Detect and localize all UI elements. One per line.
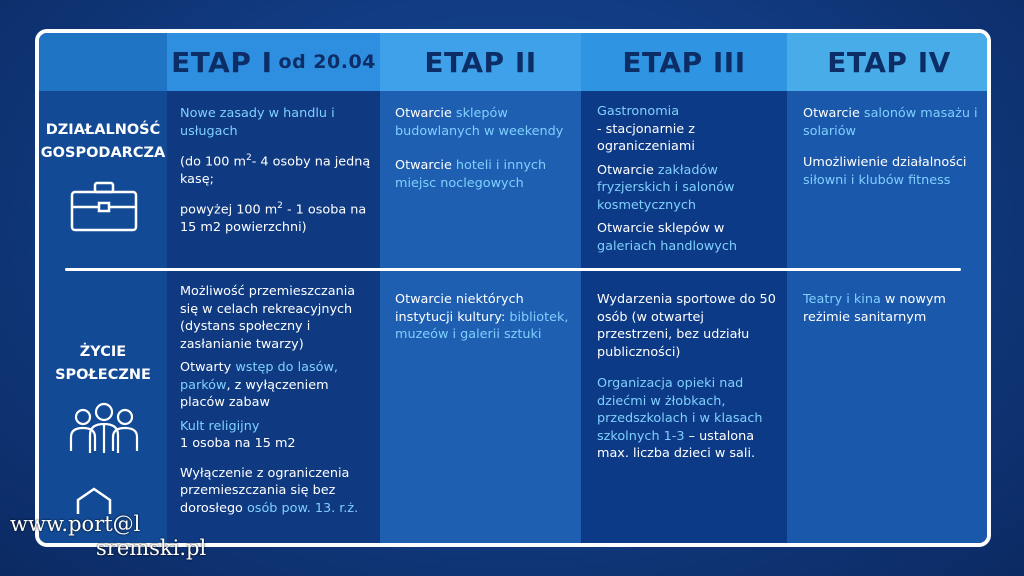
- text: Wydarzenia sportowe do 50 osób (w otwartej przestrzeni, bez udziału publiczności): [597, 292, 776, 360]
- etap-2-title: ETAP II: [424, 45, 537, 79]
- etap-3-title: ETAP III: [622, 45, 746, 79]
- text: Wyłączenie z ograniczenia przemieszczania się bez dorosłego: [180, 465, 350, 516]
- text: siłowni i klubów fitness: [803, 172, 951, 188]
- text: Umożliwienie działalności: [803, 155, 967, 170]
- etap-1-date: od 20.04: [278, 51, 376, 73]
- text: Otwarty: [180, 360, 236, 375]
- text: Organizacja opieki nad dziećmi w żłobkach, przedszkolach i w klasach szkolnych 1-3: [597, 376, 763, 444]
- text: hoteli i innych miejsc noclegowych: [395, 158, 547, 191]
- row-label-social: [39, 341, 167, 387]
- people-group-icon: [65, 401, 143, 455]
- row-divider: [65, 268, 961, 271]
- header-etap-1: [167, 33, 380, 91]
- cell-social-etap-1: [180, 283, 375, 527]
- cell-business-etap-2: [395, 105, 570, 202]
- text: (do 100 m: [180, 154, 246, 170]
- superscript: 2: [245, 153, 252, 163]
- text: powyżej 100 m: [180, 202, 278, 218]
- text: Możliwość przemieszczania się w celach rekreacyjnych (dystans społeczny i zasłanianie twarzy): [180, 284, 356, 352]
- text: osób pow. 13. r.ż.: [246, 500, 359, 516]
- text: 1 osoba na 15 m2: [180, 436, 296, 451]
- text: Otwarcie: [597, 162, 658, 178]
- text: galeriach handlowych: [597, 238, 738, 254]
- briefcase-icon: [69, 181, 139, 233]
- header-etap-4: [787, 33, 991, 91]
- text: Otwarcie: [395, 158, 456, 173]
- cell-social-etap-3: [597, 291, 779, 473]
- cell-social-etap-4: [803, 291, 983, 336]
- cell-business-etap-3: [597, 103, 779, 265]
- header-etap-3: [581, 33, 787, 91]
- row-label-social-line2: SPOŁECZNE: [55, 367, 151, 383]
- watermark-line2: sremski.pl: [96, 536, 207, 560]
- text: Gastronomia: [597, 104, 680, 119]
- watermark-line1: www.port@l: [10, 512, 141, 536]
- row-label-social-line1: ŻYCIE: [79, 344, 127, 360]
- etap-1-title: ETAP I: [171, 45, 273, 79]
- cell-business-etap-1: [180, 105, 375, 247]
- header-etap-2: [380, 33, 581, 91]
- row-label-business: [39, 119, 167, 165]
- superscript: 2: [277, 201, 283, 212]
- text: Teatry i kina: [803, 292, 881, 307]
- text: - 1 osoba na 15 m2 powierzchni): [180, 202, 367, 236]
- stages-table: [35, 29, 991, 547]
- text: Otwarcie: [395, 106, 456, 121]
- text: – ustalona max. liczba dzieci w sali.: [597, 428, 756, 461]
- text: salonów masażu i solariów: [803, 106, 978, 139]
- text: Otwarcie: [803, 106, 864, 121]
- text: Otwarcie sklepów w: [597, 221, 725, 236]
- text: sklepów budowlanych w weekendy: [395, 106, 564, 139]
- text: wstęp do lasów, parków: [180, 360, 338, 393]
- label-column: [39, 33, 167, 543]
- text: bibliotek, muzeów i galerii sztuki: [395, 309, 569, 342]
- row-label-business-line2: GOSPODARCZA: [40, 145, 166, 161]
- cell-social-etap-2: [395, 291, 570, 354]
- text: - 4 osoby na jedną kasę;: [180, 154, 371, 187]
- text: , z wyłączeniem placów zabaw: [180, 377, 329, 410]
- text: Nowe zasady w handlu i usługach: [180, 106, 335, 139]
- text: Otwarcie niektórych instytucji kultury:: [395, 292, 524, 325]
- header-empty-cell: [39, 33, 167, 91]
- text: w nowym reżimie sanitarnym: [803, 292, 946, 325]
- row-label-business-line1: DZIAŁALNOŚĆ: [45, 122, 161, 138]
- text: - stacjonarnie z ograniczeniami: [597, 121, 695, 154]
- etap-4-title: ETAP IV: [827, 45, 951, 79]
- text: zakładów fryzjerskich i salonów kosmetycznych: [597, 162, 735, 213]
- text: Kult religijny: [180, 418, 260, 434]
- cell-business-etap-4: [803, 105, 983, 199]
